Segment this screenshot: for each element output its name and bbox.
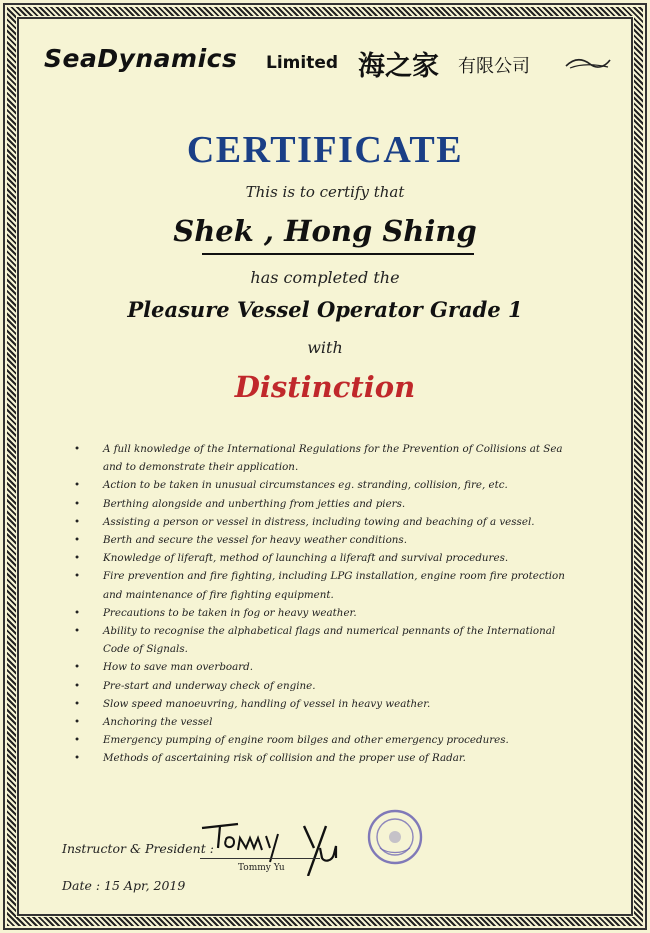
name-underline: [202, 253, 474, 255]
list-item-text: Berthing alongside and unberthing from jetties and piers.: [103, 497, 406, 510]
bullet-icon: •: [74, 515, 81, 528]
instructor-label: Instructor & President :: [62, 841, 214, 856]
list-item: [74, 549, 584, 567]
list-item-text: Pre-start and underway check of engine.: [103, 679, 316, 692]
certificate-title: CERTIFICATE: [186, 129, 464, 171]
bullet-icon: •: [74, 679, 81, 692]
bullet-icon: •: [74, 570, 81, 583]
list-item: [74, 731, 584, 749]
list-item-text: Fire prevention and fire fighting, including LPG installation, engine room fire protection and maintenance of fire fighting equipment.: [103, 570, 565, 601]
signer-name: Tommy Yu: [238, 863, 285, 873]
bullet-icon: •: [74, 625, 81, 638]
list-item: [74, 513, 584, 531]
course-name: Pleasure Vessel Operator Grade 1: [127, 297, 523, 322]
list-item-text: Methods of ascertaining risk of collision and the proper use of Radar.: [103, 752, 466, 765]
list-item: [74, 476, 584, 494]
company-seal-icon: [366, 808, 424, 866]
list-item: [74, 567, 584, 603]
list-item: [74, 677, 584, 695]
bullet-icon: •: [74, 716, 81, 729]
bullet-icon: •: [74, 497, 81, 510]
list-item-text: Anchoring the vessel: [103, 716, 213, 729]
list-item: [74, 622, 584, 658]
list-item-text: Berth and secure the vessel for heavy weather conditions.: [103, 534, 407, 547]
list-item-text: Emergency pumping of engine room bilges and other emergency procedures.: [103, 734, 509, 747]
bullet-icon: •: [74, 697, 81, 710]
certify-text: This is to certify that: [245, 183, 405, 201]
grade-distinction: Distinction: [234, 370, 416, 404]
list-item: [74, 604, 584, 622]
list-item: [74, 749, 584, 767]
company-chinese-suffix: 有限公司: [458, 56, 530, 77]
list-item: [74, 695, 584, 713]
bullet-icon: •: [74, 752, 81, 765]
completed-text: has completed the: [250, 268, 400, 287]
list-item: [74, 658, 584, 676]
list-item: [74, 531, 584, 549]
list-item-text: Assisting a person or vessel in distress, including towing and beaching of a vessel.: [103, 515, 535, 528]
bullet-icon: •: [74, 443, 81, 455]
bullet-icon: •: [74, 479, 81, 492]
bullet-icon: •: [74, 661, 81, 674]
bullet-icon: •: [74, 552, 81, 565]
list-item-text: A full knowledge of the International Regulations for the Prevention of Collisions at Sea and to demonstrate their application.: [103, 443, 563, 474]
company-brand: SeaDynamics: [44, 44, 238, 73]
list-item-text: Action to be taken in unusual circumstances eg. stranding, collision, fire, etc.: [103, 479, 508, 492]
signature-line: [200, 858, 320, 859]
issue-date: Date : 15 Apr, 2019: [62, 878, 186, 893]
company-chinese-name: 海之家: [358, 51, 439, 82]
list-item-text: How to save man overboard.: [103, 661, 254, 674]
list-item-text: Slow speed manoeuvring, handling of vessel in heavy weather.: [103, 697, 431, 710]
with-text: with: [307, 338, 343, 357]
competency-list: [74, 440, 584, 768]
company-header: [44, 44, 614, 84]
company-logo-icon: [564, 54, 612, 74]
bullet-icon: •: [74, 534, 81, 547]
recipient-name: Shek , Hong Shing: [173, 214, 477, 248]
list-item-text: Ability to recognise the alphabetical flags and numerical pennants of the International Code of Signals.: [103, 625, 556, 656]
list-item-text: Knowledge of liferaft, method of launching a liferaft and survival procedures.: [103, 552, 509, 565]
list-item-text: Precautions to be taken in fog or heavy weather.: [103, 606, 357, 619]
list-item: [74, 495, 584, 513]
bullet-icon: •: [74, 734, 81, 747]
company-brand-suffix: Limited: [266, 53, 339, 73]
bullet-icon: •: [74, 606, 81, 619]
list-item: [74, 440, 584, 476]
list-item: [74, 713, 584, 731]
